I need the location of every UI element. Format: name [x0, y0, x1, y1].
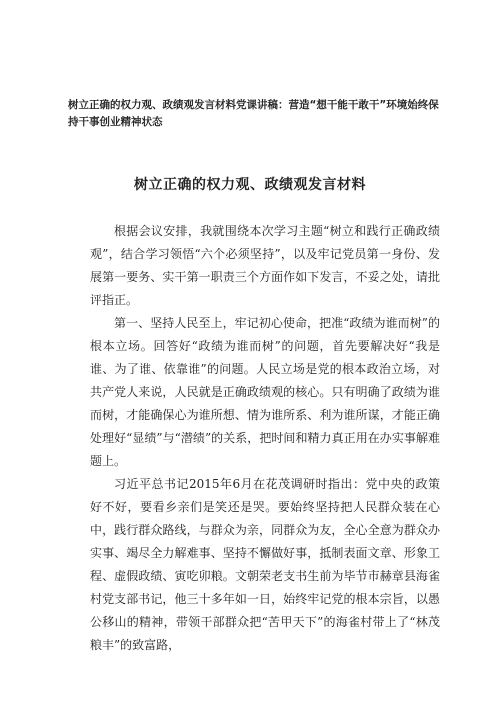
header-title: 树立正确的权力观、政绩观发言材料党课讲稿：营造“想干能干敢干”环境始终保持干事创业精神状态 [68, 99, 439, 128]
paragraph: 根据会议安排，我就围绕本次学习主题“树立和践行正确政绩观”，结合学习领悟“六个必须坚持”，以及牢记党员第一身份、发展第一要务、实干第一职责三个方面作如下发言，不妥之处，请批评指正。 [90, 224, 440, 307]
paragraph: 第一、坚持人民至上，牢记初心使命，把准“政绩为谁而树”的根本立场。回答好“政绩为谁而树”的问题，首先要解决好“我是谁、为了谁、依靠谁”的问题。人民立场是党的根本政治立场，对共产党人来说，人民就是正确政绩观的核心。只有明确了政绩为谁而树，才能确保心为谁所想、情为谁所系、利为谁所谋，才能正确处理好“显绩”与“潜绩”的关系，把时间和精力真正用在办实事解难题上。 [90, 316, 440, 468]
document-title: 树立正确的权力观、政绩观发言材料 [134, 177, 366, 193]
document-body [90, 220, 440, 657]
paragraph: 习近平总书记2015年6月在花茂调研时指出：党中央的政策好不好，要看乡亲们是笑还是哭。要始终坚持把人民群众装在心中，践行群众路线，与群众为亲，同群众为友，全心全意为群众办实事、竭尽全力解难事、坚持不懈做好事，抵制表面文章、形象工程、虚假政绩、寅吃卯粮。文朝荣老支书生前为毕节市赫章县海雀村党支部书记，他三十多年如一日，始终牢记党的根本宗旨，以愚公移山的精神，带领干部群众把“苦甲天下”的海雀村带上了“林茂粮丰”的致富路， [90, 477, 440, 652]
